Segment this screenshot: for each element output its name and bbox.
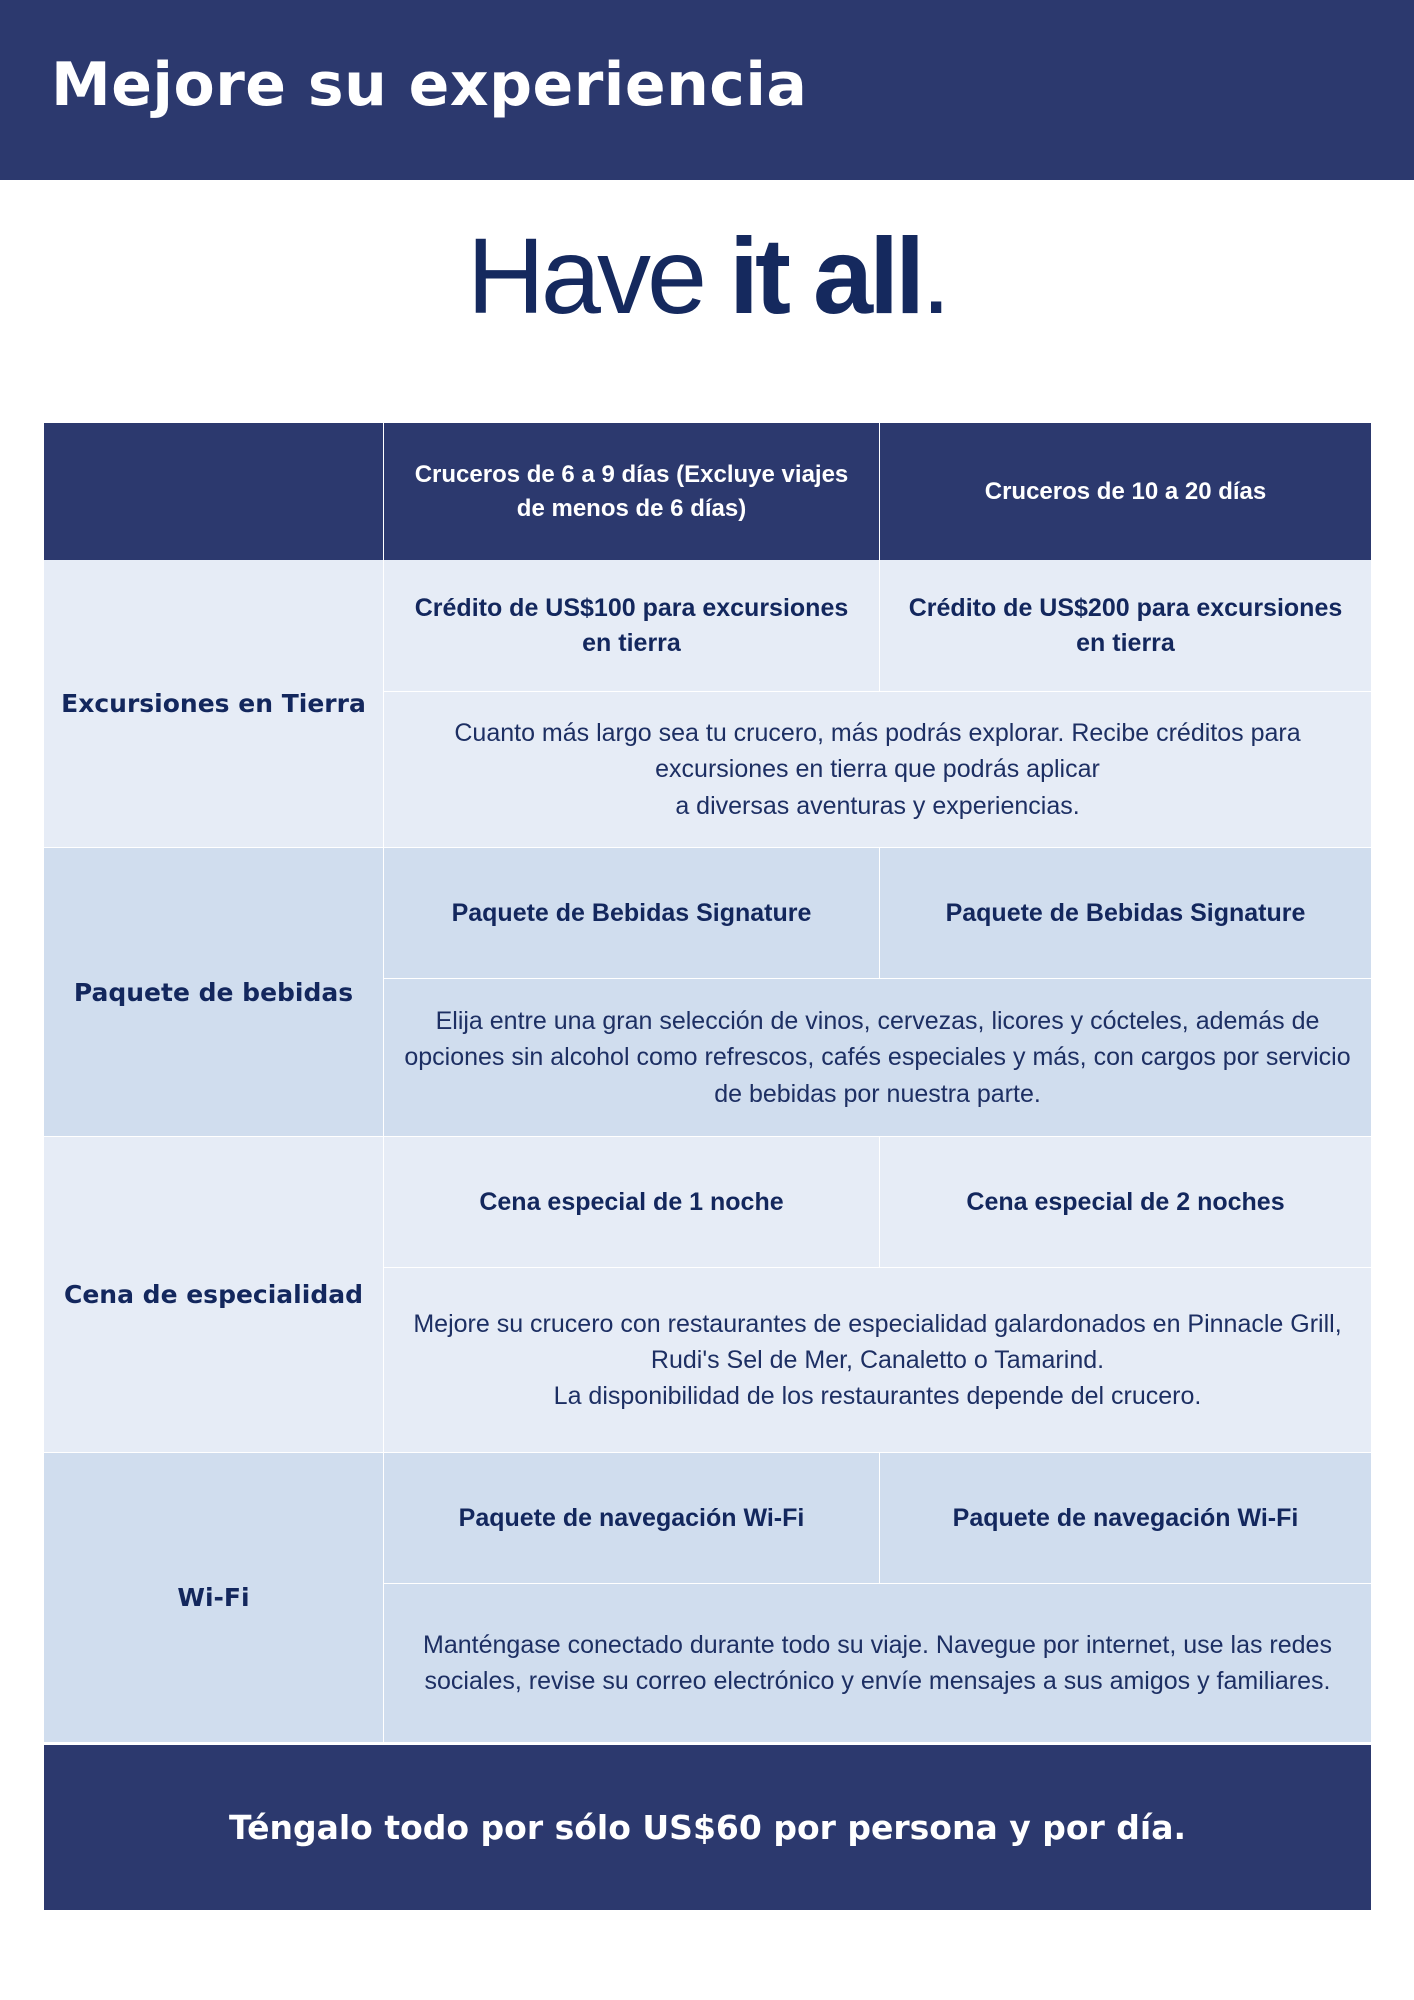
header-10-20-days: Cruceros de 10 a 20 días [880, 423, 1371, 560]
category-excursiones: Excursiones en Tierra [44, 560, 384, 847]
logo-word-it: it [729, 215, 814, 336]
bebidas-description [384, 978, 1371, 1136]
logo-dot: . [921, 215, 948, 336]
description-line: Elija entre una gran selección de vinos, cervezas, licores y cócteles, además de [435, 1007, 1320, 1036]
category-bebidas: Paquete de bebidas [44, 847, 384, 1136]
description-line: Mejore su crucero con restaurantes de especialidad galardonados en Pinnacle Grill, [413, 1309, 1342, 1338]
price-banner-text: Téngalo todo por sólo US$60 por persona y por día. [228, 1808, 1187, 1847]
description-line: La disponibilidad de los restaurantes depende del crucero. [553, 1382, 1202, 1411]
wifi-short-cruise: Paquete de navegación Wi-Fi [384, 1452, 880, 1583]
description-line: Manténgase conectado durante todo su viaje. Navegue por internet, use las redes [423, 1630, 1332, 1659]
wifi-description [384, 1583, 1371, 1742]
cena-description [384, 1267, 1371, 1452]
description-line: a diversas aventuras y experiencias. [675, 791, 1080, 820]
excursiones-short-cruise: Crédito de US$100 para excursiones en tierra [384, 560, 880, 691]
header-blank-cell [44, 423, 384, 560]
bebidas-long-cruise: Paquete de Bebidas Signature [880, 847, 1371, 978]
description-line: Rudi's Sel de Mer, Canaletto o Tamarind. [650, 1345, 1105, 1374]
cena-long-cruise: Cena especial de 2 noches [880, 1136, 1371, 1267]
description-line: Cuanto más largo sea tu crucero, más podrás explorar. Recibe créditos para [454, 719, 1301, 748]
description-line: excursiones en tierra que podrás aplicar [655, 755, 1100, 784]
excursiones-long-cruise: Crédito de US$200 para excursiones en tierra [880, 560, 1371, 691]
benefits-table [44, 423, 1371, 1742]
logo-word-have: Have [466, 215, 730, 336]
wifi-long-cruise: Paquete de navegación Wi-Fi [880, 1452, 1371, 1583]
logo-word-all: all [813, 215, 922, 336]
category-wifi: Wi-Fi [44, 1452, 384, 1742]
header-band [0, 0, 1414, 180]
page-title: Mejore su experiencia [51, 50, 808, 120]
description-line: de bebidas por nuestra parte. [714, 1079, 1041, 1108]
header-6-9-days: Cruceros de 6 a 9 días (Excluye viajes de menos de 6 días) [384, 423, 880, 560]
description-line: sociales, revise su correo electrónico y envíe mensajes a sus amigos y familiares. [424, 1667, 1331, 1695]
have-it-all-logo [0, 215, 1414, 336]
excursiones-description [384, 691, 1371, 847]
category-cena: Cena de especialidad [44, 1136, 384, 1452]
bebidas-short-cruise: Paquete de Bebidas Signature [384, 847, 880, 978]
price-banner [44, 1745, 1371, 1910]
description-line: opciones sin alcohol como refrescos, cafés especiales y más, con cargos por servicio [404, 1043, 1351, 1072]
cena-short-cruise: Cena especial de 1 noche [384, 1136, 880, 1267]
